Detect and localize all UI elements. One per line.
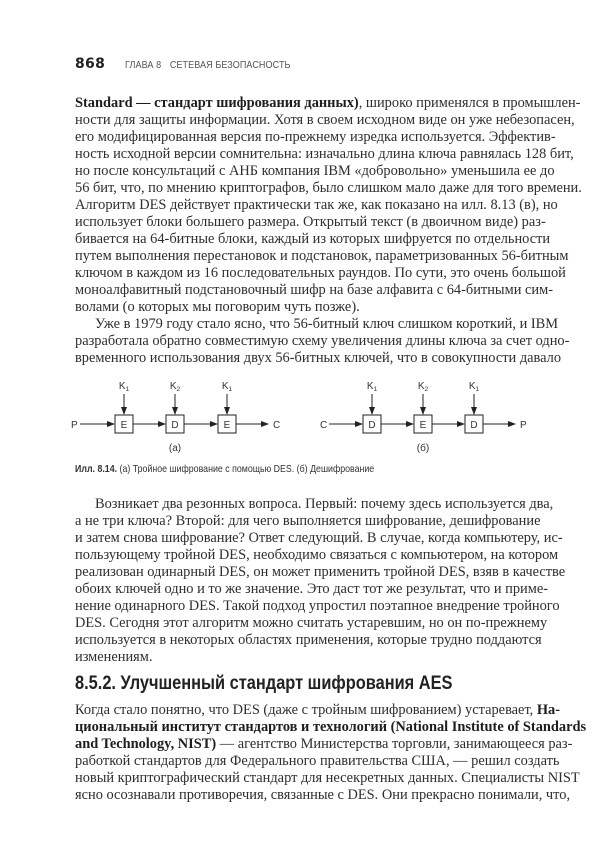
text-line: нение одинарного DES. Такой подход упростил поэтапное внедрение тройного (75, 598, 560, 614)
bold-term: and Technology, NIST) (75, 736, 217, 752)
text-line: 56 бит, что, по мнению криптографов, было слишком мало даже для того времени. (75, 180, 582, 196)
output-label: P (520, 420, 527, 431)
text-line: реализован одинарный DES, он может применить тройной DES, взяв в качестве (75, 564, 566, 580)
chapter-number: ГЛАВА 8 (125, 59, 162, 71)
text-line (75, 719, 587, 736)
text-line: моноалфавитный подстановочный шифр на базе алфавита с 64-битными сим- (75, 282, 553, 298)
cipher-box-label: E (120, 420, 128, 431)
text-line: пользующему тройной DES, необходимо связаться с компьютером, на котором (75, 547, 559, 563)
text-line: изменениям. (75, 649, 153, 665)
line-text: Когда стало понятно, что DES (даже с тройным шифрованием) устаревает, (75, 702, 537, 718)
text-line: но после консультаций с АНБ компания IBM «добровольно» уменьшила ее до (75, 163, 555, 179)
text-line (75, 702, 561, 719)
text-line: Возникает два резонных вопроса. Первый: почему здесь используется два, (95, 496, 554, 512)
section-heading: 8.5.2. Улучшенный стандарт шифрования AES (75, 672, 453, 694)
text-line: новый криптографический стандарт для несекретных данных. Специалисты NIST (75, 770, 580, 786)
text-line: работкой стандартов для Федерального правительства США, — решил создать (75, 753, 560, 769)
text-line (75, 736, 573, 753)
key-label: $K_2$ (417, 381, 429, 393)
text-line: Уже в 1979 году стало ясно, что 56-битный ключ слишком короткий, и IBM (95, 316, 559, 332)
text-line: ключом в каждом из 16 последовательных раундов. По сути, это очень большой (75, 265, 566, 281)
key-label: $K_1$ (366, 381, 378, 393)
key-label: $K_1$ (468, 381, 480, 393)
key-label: $K_1$ (118, 381, 130, 393)
bold-term: циональный институт стандартов и технологий (National Institute of Standards (75, 719, 587, 735)
text-line: волами (о которых мы поговорим чуть позже). (75, 299, 360, 315)
bold-term: Standard — стандарт шифрования данных) (75, 95, 359, 111)
text-line: путем выполнения перестановок и подстановок, параметризованных 56-битным (75, 248, 569, 264)
text-line: его модифицированная версия по-прежнему изредка используется. Эффектив- (75, 129, 556, 145)
text-line: ность исходной версии сомнительна: изначально длина ключа равнялась 128 бит, (75, 146, 574, 162)
text-line: используется в некоторых областях применения, которые трудно поддаются (75, 632, 542, 648)
text-line: Алгоритм DES действует практически так же, как показано на илл. 8.13 (в), но (75, 197, 558, 213)
line-text: — агентство Министерства торговли, занимающееся раз- (216, 736, 573, 752)
text-line: а не три ключа? Второй: для чего выполняется шифрование, дешифрование (75, 513, 541, 529)
input-label: C (320, 420, 328, 431)
key-label: $K_2$ (169, 381, 181, 393)
cipher-box-label: E (419, 420, 427, 431)
line-text: , широко применялся в промышлен- (358, 95, 581, 111)
text-line: бивается на 64-битные блоки, каждый из которых шифруется по отдельности (75, 231, 551, 247)
cipher-box-label: D (171, 420, 179, 431)
text-line: DES. Сегодня этот алгоритм можно считать устаревшим, но он по-прежнему (75, 615, 548, 631)
caption-text: (а) Тройное шифрование с помощью DES. (б) Дешифрование (117, 463, 375, 475)
subfigure-label: (а) (168, 443, 182, 454)
cipher-box-label: D (368, 420, 376, 431)
output-label: C (273, 420, 281, 431)
page-number: 868 (75, 56, 106, 72)
cipher-box-label: E (223, 420, 231, 431)
text-line: ности для защиты информации. Хотя в своем исходном виде он уже небезопасен, (75, 112, 575, 128)
running-head (75, 55, 318, 73)
text-line: разработала обратно совместимую схему увеличения длины ключа за счет одно- (75, 333, 570, 349)
text-line: обоих ключей одно и то же значение. Это даст тот же результат, что и приме- (75, 581, 549, 597)
caption-number: Илл. 8.14. (75, 463, 118, 475)
key-label: $K_1$ (221, 381, 233, 393)
cipher-box-label: D (470, 420, 478, 431)
input-label: P (71, 420, 78, 431)
triple-des-diagram (0, 372, 600, 462)
text-line: временного использования двух 56-битных ключей, что в совокупности давало (75, 350, 562, 366)
subfigure-label: (б) (416, 443, 430, 454)
text-line: и затем снова шифрование? Ответ следующий. В случае, когда компьютеру, ис- (75, 530, 563, 546)
text-line: использует блоки большего размера. Открытый текст (в двоичном виде) раз- (75, 214, 546, 230)
chapter-name: СЕТЕВАЯ БЕЗОПАСНОСТЬ (169, 59, 291, 71)
text-line: ясно осознавали противоречия, связанные с DES. Они прекрасно понимали, что, (75, 787, 571, 803)
text-line (75, 95, 581, 112)
bold-term: На- (536, 702, 561, 718)
chapter-title (125, 59, 291, 71)
figure-caption (75, 463, 374, 475)
figure-8-14 (0, 372, 600, 462)
